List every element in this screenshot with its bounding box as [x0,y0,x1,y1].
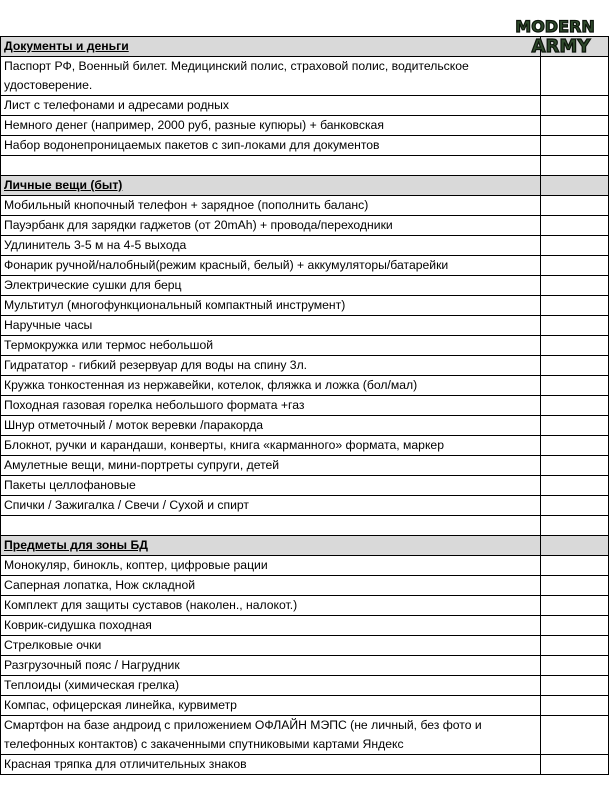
check-cell [540,316,608,336]
table-row [1,196,609,216]
check-cell [540,476,608,496]
check-cell [540,616,608,636]
table-row [1,256,609,276]
table-row [1,656,609,676]
item-text: Удлинитель 3-5 м на 4-5 выхода [1,236,541,256]
item-text: Теплоиды (химическая грелка) [1,676,541,696]
check-cell [540,336,608,356]
check-cell [540,196,608,216]
table-row [1,716,609,755]
check-cell [540,57,608,96]
table-row [1,755,609,775]
item-text: Наручные часы [1,316,541,336]
logo-line2: ARMY [531,36,591,57]
item-text: Шнур отметочный / моток веревки /паракорда [1,416,541,436]
table-row [1,116,609,136]
item-text: Стрелковые очки [1,636,541,656]
check-cell [540,596,608,616]
check-cell [540,656,608,676]
item-text: Электрические сушки для берц [1,276,541,296]
item-text: Разгрузочный пояс / Нагрудник [1,656,541,676]
table-row [1,696,609,716]
check-cell [540,276,608,296]
check-cell [540,755,608,775]
item-text: Саперная лопатка, Нож складной [1,576,541,596]
table-row [1,456,609,476]
item-text: Набор водонепроницаемых пакетов с зип-локами для документов [1,136,541,156]
item-text: Гидрататор - гибкий резервуар для воды на спину 3л. [1,356,541,376]
item-text: Спички / Зажигалка / Свечи / Сухой и спирт [1,496,541,516]
table-row [1,556,609,576]
check-cell [540,676,608,696]
table-row [1,356,609,376]
table-row [1,276,609,296]
check-cell [540,456,608,476]
check-cell [540,356,608,376]
check-cell [540,436,608,456]
item-text: Походная газовая горелка небольшого формата +газ [1,396,541,416]
item-text: Комплект для защиты суставов (наколен., налокот.) [1,596,541,616]
blank-row [1,516,609,536]
blank-cell [1,516,541,536]
check-cell [540,516,608,536]
table-row [1,576,609,596]
check-cell [540,256,608,276]
blank-row [1,156,609,176]
table-row [1,236,609,256]
item-text: Кружка тонкостенная из нержавейки, котелок, фляжка и ложка (бол/мал) [1,376,541,396]
table-row [1,416,609,436]
check-cell [540,696,608,716]
table-row [1,616,609,636]
section-header [1,176,609,196]
check-cell [540,136,608,156]
checklist-table [0,36,609,775]
table-row [1,596,609,616]
table-row [1,496,609,516]
table-row [1,316,609,336]
check-cell [540,416,608,436]
section-header [1,536,609,556]
table-row [1,476,609,496]
item-text: Паспорт РФ, Военный билет. Медицинский полис, страховой полис, водительское удостоверение. [1,57,541,96]
table-row [1,96,609,116]
check-cell [540,156,608,176]
item-text: Мультитул (многофункциональный компактный инструмент) [1,296,541,316]
item-text: Коврик-сидушка походная [1,616,541,636]
item-text: Пакеты целлофановые [1,476,541,496]
check-cell [540,496,608,516]
check-cell [540,636,608,656]
item-text: Лист с телефонами и адресами родных [1,96,541,116]
item-text: Амулетные вещи, мини-портреты супруги, детей [1,456,541,476]
table-row [1,676,609,696]
item-text: Термокружка или термос небольшой [1,336,541,356]
item-text: Смартфон на базе андроид с приложением ОФЛАЙН МЭПС (не личный, без фото и телефонных контактов) с закаченными спутниковыми картами Яндекс [1,716,541,755]
table-row [1,136,609,156]
check-cell [540,216,608,236]
check-cell [540,376,608,396]
check-cell [540,556,608,576]
check-cell [540,116,608,136]
checklist-sheet [0,36,609,775]
item-text: Монокуляр, бинокль, коптер, цифровые рации [1,556,541,576]
check-cell [540,96,608,116]
item-text: Пауэрбанк для зарядки гаджетов (от 20mAh) + провода/переходники [1,216,541,236]
check-cell [540,716,608,755]
section-title: Личные вещи (быт) [1,176,541,196]
check-cell [540,576,608,596]
item-text: Блокнот, ручки и карандаши, конверты, книга «карманного» формата, маркер [1,436,541,456]
table-row [1,216,609,236]
table-row [1,396,609,416]
item-text: Фонарик ручной/налобный(режим красный, белый) + аккумуляторы/батарейки [1,256,541,276]
check-cell [540,176,608,196]
table-row [1,336,609,356]
logo-line1: MODERN [515,17,595,36]
table-row [1,636,609,656]
modern-army-logo [505,14,605,58]
item-text: Компас, офицерская линейка, курвиметр [1,696,541,716]
check-cell [540,396,608,416]
table-row [1,376,609,396]
item-text: Красная тряпка для отличительных знаков [1,755,541,775]
check-cell [540,296,608,316]
table-row [1,296,609,316]
table-row [1,57,609,96]
section-title: Документы и деньги [1,37,541,57]
table-row [1,436,609,456]
section-title: Предметы для зоны БД [1,536,541,556]
check-cell [540,536,608,556]
check-cell [540,236,608,256]
item-text: Немного денег (например, 2000 руб, разные купюры) + банковская [1,116,541,136]
item-text: Мобильный кнопочный телефон + зарядное (пополнить баланс) [1,196,541,216]
blank-cell [1,156,541,176]
